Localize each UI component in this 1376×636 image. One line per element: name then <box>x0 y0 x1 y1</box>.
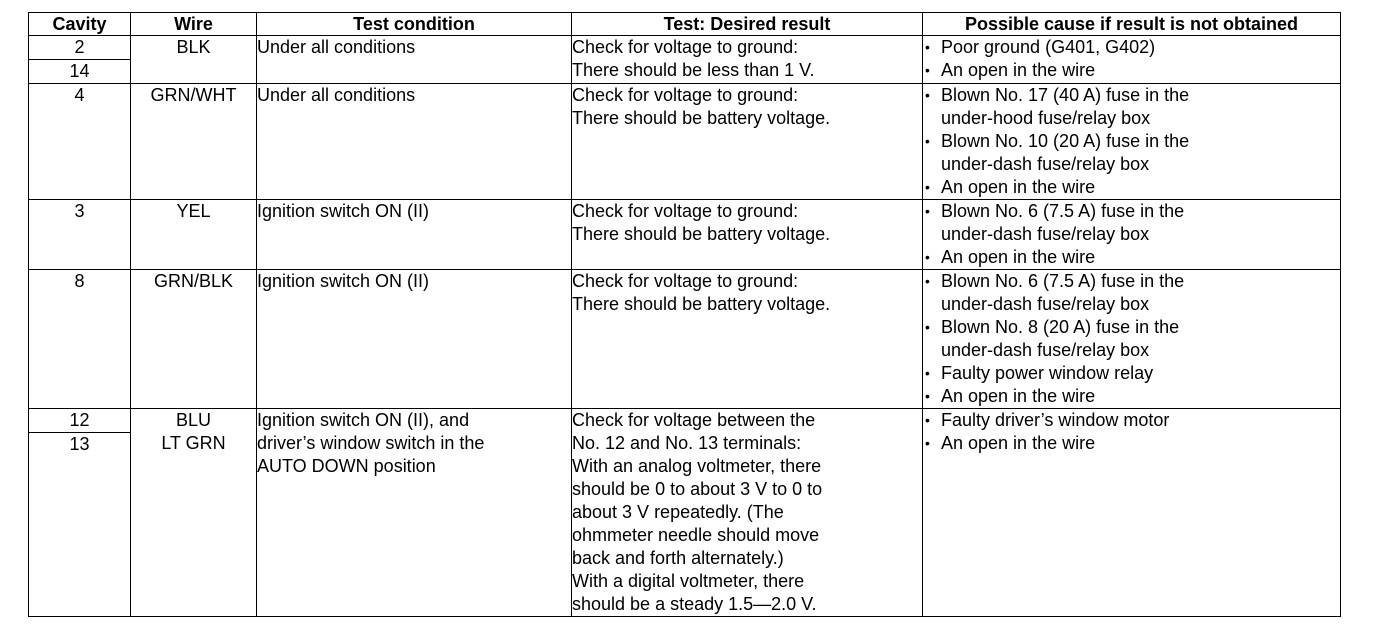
wire-cell <box>131 409 257 617</box>
troubleshooting-table <box>28 12 1341 617</box>
test-condition-cell <box>257 200 572 270</box>
wire-color: GRN/BLK <box>153 271 234 291</box>
header-wire: Wire <box>131 13 257 36</box>
cause-item <box>923 59 1340 82</box>
desired-result-cell <box>572 36 923 84</box>
header-test-condition: Test condition <box>257 13 572 36</box>
result-line: Check for voltage to ground: <box>572 85 799 105</box>
table-row <box>29 36 1341 84</box>
table-row <box>29 84 1341 200</box>
condition-line: Ignition switch ON (II) <box>257 271 430 291</box>
cause-line: under-hood fuse/relay box <box>941 108 1151 128</box>
result-line: There should be less than 1 V. <box>572 60 815 80</box>
cavity-number: 8 <box>74 271 85 291</box>
cause-item <box>923 409 1340 432</box>
result-line: With a digital voltmeter, there <box>572 571 805 591</box>
cause-list <box>923 270 1340 408</box>
cause-line: • Blown No. 17 (40 A) fuse in the <box>941 85 1190 105</box>
wire-color: LT GRN <box>161 433 226 453</box>
wire-color: BLK <box>176 37 211 57</box>
cause-item <box>923 270 1340 316</box>
result-line: ohmmeter needle should move <box>572 525 820 545</box>
cause-line: • An open in the wire <box>941 60 1096 80</box>
desired-result-cell <box>572 84 923 200</box>
test-condition-cell <box>257 36 572 84</box>
result-line: There should be battery voltage. <box>572 294 831 314</box>
cause-line: • Blown No. 6 (7.5 A) fuse in the <box>941 201 1185 221</box>
result-line: No. 12 and No. 13 terminals: <box>572 433 802 453</box>
cavity-number: 13 <box>69 434 90 454</box>
cause-list <box>923 200 1340 269</box>
cavity-number: 14 <box>69 61 90 81</box>
table-row <box>29 270 1341 409</box>
header-desired-result: Test: Desired result <box>572 13 923 36</box>
result-line: There should be battery voltage. <box>572 108 831 128</box>
cause-list <box>923 84 1340 199</box>
wire-color: BLU <box>175 410 211 430</box>
result-line: about 3 V repeatedly. (The <box>572 502 784 522</box>
condition-line: Under all conditions <box>257 85 416 105</box>
cavity-number: 3 <box>74 201 85 221</box>
result-line: should be 0 to about 3 V to 0 to <box>572 479 823 499</box>
test-condition-cell <box>257 270 572 409</box>
table-body <box>29 36 1341 617</box>
condition-line: Ignition switch ON (II), and <box>257 410 470 430</box>
result-line: Check for voltage to ground: <box>572 37 799 57</box>
desired-result-cell <box>572 270 923 409</box>
cavity-split <box>29 36 130 83</box>
cavity-number: 12 <box>29 409 130 433</box>
cause-item <box>923 84 1340 130</box>
wire-cell <box>131 84 257 200</box>
cavity-number: 2 <box>29 36 130 60</box>
cavity-number: 4 <box>74 85 85 105</box>
condition-line: AUTO DOWN position <box>257 456 436 476</box>
cause-item <box>923 200 1340 246</box>
cause-line: • Blown No. 10 (20 A) fuse in the <box>941 131 1190 151</box>
wire-color: YEL <box>176 201 211 221</box>
cavity-cell <box>29 36 131 84</box>
wire-cell <box>131 200 257 270</box>
cause-line: • An open in the wire <box>941 247 1096 267</box>
possible-cause-cell <box>923 200 1341 270</box>
result-line: should be a steady 1.5—2.0 V. <box>572 594 817 614</box>
desired-result-cell <box>572 409 923 617</box>
result-line: Check for voltage between the <box>572 410 816 430</box>
cause-item <box>923 176 1340 199</box>
cause-line: under-dash fuse/relay box <box>941 340 1150 360</box>
cause-list <box>923 36 1340 82</box>
possible-cause-cell <box>923 36 1341 84</box>
result-line: With an analog voltmeter, there <box>572 456 822 476</box>
cause-item <box>923 385 1340 408</box>
troubleshooting-table-sheet <box>28 12 1340 615</box>
cause-line: • An open in the wire <box>941 433 1096 453</box>
cause-list <box>923 409 1340 455</box>
possible-cause-cell <box>923 270 1341 409</box>
condition-line: Under all conditions <box>257 37 416 57</box>
header-cavity: Cavity <box>29 13 131 36</box>
cause-item <box>923 432 1340 455</box>
cause-item <box>923 316 1340 362</box>
result-line: There should be battery voltage. <box>572 224 831 244</box>
cavity-cell <box>29 409 131 617</box>
cause-line: • Faulty power window relay <box>941 363 1154 383</box>
cause-line: • Blown No. 8 (20 A) fuse in the <box>941 317 1180 337</box>
cause-line: under-dash fuse/relay box <box>941 224 1150 244</box>
cause-item <box>923 130 1340 176</box>
header-row <box>29 13 1341 36</box>
cavity-cell <box>29 270 131 409</box>
wire-cell <box>131 270 257 409</box>
condition-line: Ignition switch ON (II) <box>257 201 430 221</box>
wire-cell <box>131 36 257 84</box>
cavity-cell <box>29 200 131 270</box>
cavity-split <box>29 409 130 456</box>
wire-color: GRN/WHT <box>150 85 237 105</box>
cause-item <box>923 36 1340 59</box>
table-row <box>29 409 1341 617</box>
cause-line: • An open in the wire <box>941 386 1096 406</box>
cause-item <box>923 362 1340 385</box>
possible-cause-cell <box>923 84 1341 200</box>
cause-line: • Blown No. 6 (7.5 A) fuse in the <box>941 271 1185 291</box>
cause-line: under-dash fuse/relay box <box>941 154 1150 174</box>
result-line: back and forth alternately.) <box>572 548 784 568</box>
cavity-cell <box>29 84 131 200</box>
test-condition-cell <box>257 409 572 617</box>
cause-line: under-dash fuse/relay box <box>941 294 1150 314</box>
condition-line: driver’s window switch in the <box>257 433 485 453</box>
cause-item <box>923 246 1340 269</box>
desired-result-cell <box>572 200 923 270</box>
possible-cause-cell <box>923 409 1341 617</box>
result-line: Check for voltage to ground: <box>572 201 799 221</box>
header-possible-cause: Possible cause if result is not obtained <box>923 13 1341 36</box>
table-row <box>29 200 1341 270</box>
test-condition-cell <box>257 84 572 200</box>
result-line: Check for voltage to ground: <box>572 271 799 291</box>
cause-line: • Faulty driver’s window motor <box>941 410 1170 430</box>
cause-line: • An open in the wire <box>941 177 1096 197</box>
cause-line: • Poor ground (G401, G402) <box>941 37 1156 57</box>
